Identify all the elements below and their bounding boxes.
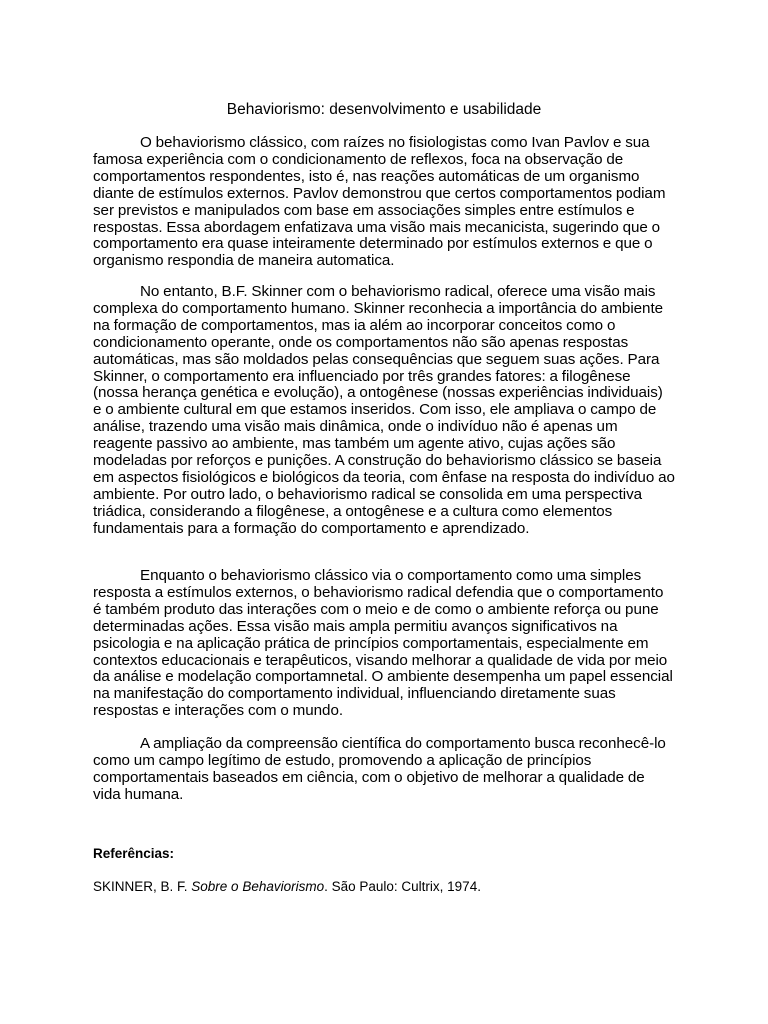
reference-author: SKINNER, B. F. bbox=[93, 879, 192, 894]
paragraph-conclusion: A ampliação da compreensão científica do comportamento busca reconhecê-lo como um campo legítimo de estudo, promovendo a aplicação de princípios comportamentais baseados em ciência, com o objetivo de melhorar a qualidade de vida humana. bbox=[93, 735, 666, 803]
document-title: Behaviorismo: desenvolvimento e usabilidade bbox=[226, 101, 542, 118]
paragraph-classical-behaviorism: O behaviorismo clássico, com raízes no fisiologistas como Ivan Pavlov e sua famosa experiência com o condicionamento de reflexos, foca na observação de comportamentos respondentes, isto é, nas reações automáticas de um organismo diante de estímulos externos. Pavlov demonstrou que certos comportamentos podiam ser previstos e manipulados com base em associações simples entre estímulos e respostas. Essa abordagem enfatizava uma visão mais mecanicista, sugerindo que o comportamento era quase inteiramente determinado por estímulos externos e que o organismo respondia de maneira automatica. bbox=[93, 134, 666, 270]
paragraph-comparison: Enquanto o behaviorismo clássico via o comportamento como uma simples resposta a estímulos externos, o behaviorismo radical defendia que o comportamento é também produto das interações com o meio e de como o ambiente reforça ou pune determinadas ações. Essa visão mais ampla permitiu avanços significativos na psicologia e na aplicação prática de princípios comportamentais, especialmente em contextos educacionais e terapêuticos, visando melhorar a qualidade de vida por meio da análise e modelação comportamnetal. O ambiente desempenha um papel essencial na manifestação do comportamento individual, influenciando diretamente suas respostas e interações com o mundo. bbox=[93, 567, 673, 720]
paragraph-radical-behaviorism: No entanto, B.F. Skinner com o behaviorismo radical, oferece uma visão mais complexa do comportamento humano. Skinner reconhecia a importância do ambiente na formação de comportamentos, mas ia além ao incorporar conceitos como o condicionamento operante, onde os comportamentos não são apenas respostas automáticas, mas são moldados pelas consequências que seguem suas ações. Para Skinner, o comportamento era influenciado por três grandes fatores: a filogênese (nossa herança genética e evolução), a ontogênese (nossas experiências individuais) e o ambiente cultural em que estamos inseridos. Com isso, ele ampliava o campo de análise, trazendo uma visão mais dinâmica, onde o indivíduo não é apenas um reagente passivo ao ambiente, mas também um agente ativo, cujas ações são modeladas por reforços e punições. A construção do behaviorismo clássico se baseia em aspectos fisiológicos e biológicos da teoria, com ênfase na resposta do indivíduo ao ambiente. Por outro lado, o behaviorismo radical se consolida em uma perspectiva triádica, considerando a filogênese, a ontogênese e a cultura como elementos fundamentais para a formação do comportamento e aprendizado. bbox=[93, 283, 675, 537]
reference-entry bbox=[93, 878, 481, 895]
reference-book-title: Sobre o Behaviorismo bbox=[191, 879, 325, 894]
reference-publication: . São Paulo: Cultrix, 1974. bbox=[324, 879, 481, 894]
document-page bbox=[93, 0, 675, 1024]
references-heading: Referências: bbox=[93, 846, 175, 861]
